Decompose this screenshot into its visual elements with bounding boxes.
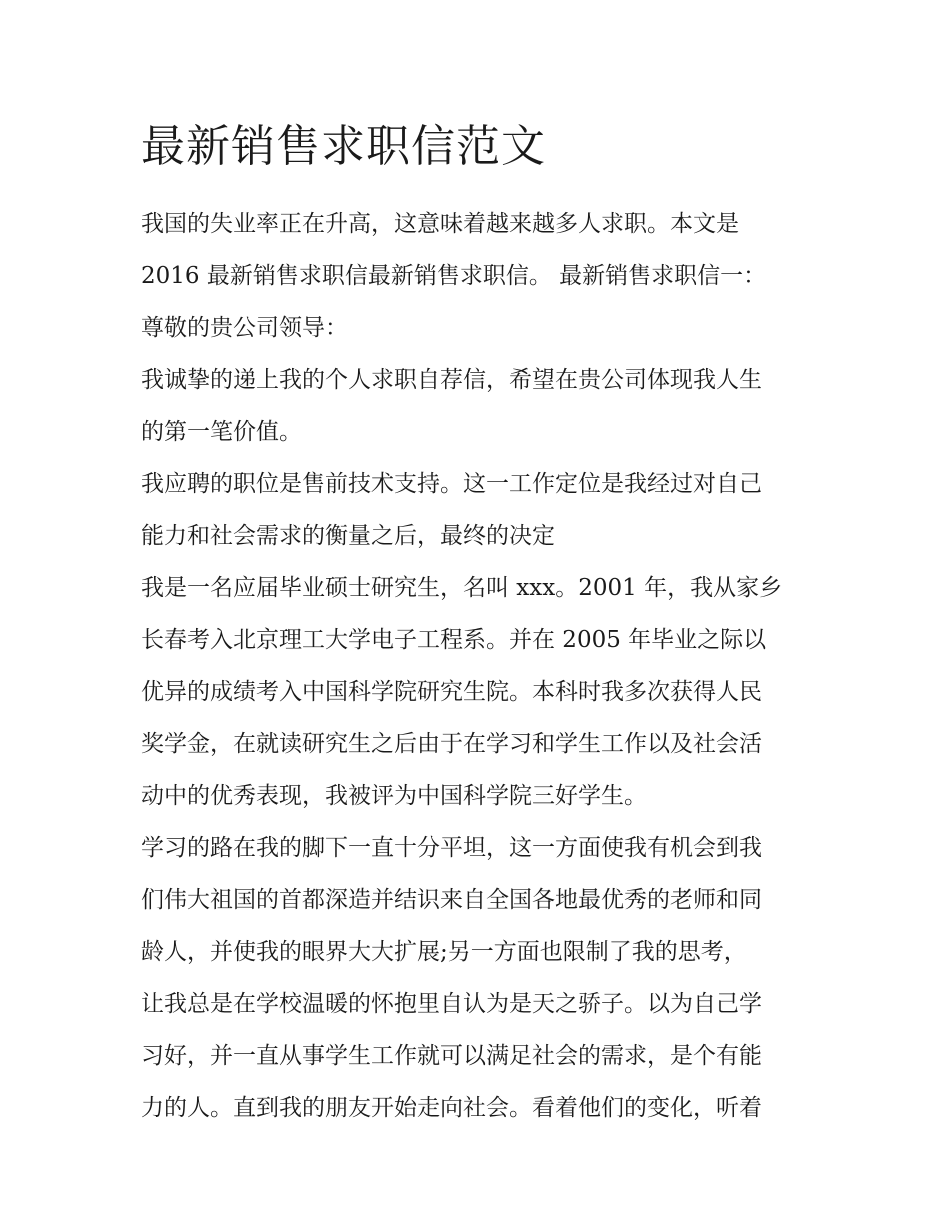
- body-line: 学习的路在我的脚下一直十分平坦，这一方面使我有机会到我: [141, 835, 762, 861]
- body-line: 的第一笔价值。: [141, 419, 302, 445]
- body-line: 动中的优秀表现，我被评为中国科学院三好学生。: [141, 783, 647, 809]
- body-line: 尊敬的贵公司领导：: [141, 315, 348, 341]
- body-line: 长春考入北京理工大学电子工程系。并在 2005 年毕业之际以: [141, 627, 767, 653]
- body-line: 我诚挚的递上我的个人求职自荐信，希望在贵公司体现我人生: [141, 367, 762, 393]
- body-line: 奖学金，在就读研究生之后由于在学习和学生工作以及社会活: [141, 731, 762, 757]
- body-line: 我国的失业率正在升高，这意味着越来越多人求职。本文是: [141, 211, 739, 237]
- body-line: 我应聘的职位是售前技术支持。这一工作定位是我经过对自己: [141, 471, 762, 497]
- body-line: 让我总是在学校温暖的怀抱里自认为是天之骄子。以为自己学: [141, 991, 762, 1017]
- body-line: 们伟大祖国的首都深造并结识来自全国各地最优秀的老师和同: [141, 887, 762, 913]
- body-line: 习好，并一直从事学生工作就可以满足社会的需求，是个有能: [141, 1043, 762, 1069]
- body-line: 龄人，并使我的眼界大大扩展;另一方面也限制了我的思考，: [141, 939, 747, 965]
- document-content: [141, 116, 813, 1134]
- body-line: 2016 最新销售求职信最新销售求职信。 最新销售求职信一：: [141, 263, 767, 289]
- document-body: [141, 198, 813, 1134]
- document-title: 最新销售求职信范文: [141, 121, 546, 172]
- body-line: 优异的成绩考入中国科学院研究生院。本科时我多次获得人民: [141, 679, 762, 705]
- body-line: 能力和社会需求的衡量之后，最终的决定: [141, 523, 555, 549]
- body-line: 力的人。直到我的朋友开始走向社会。看着他们的变化，听着: [141, 1095, 762, 1121]
- body-line: 我是一名应届毕业硕士研究生，名叫 xxx。2001 年，我从家乡: [141, 575, 783, 601]
